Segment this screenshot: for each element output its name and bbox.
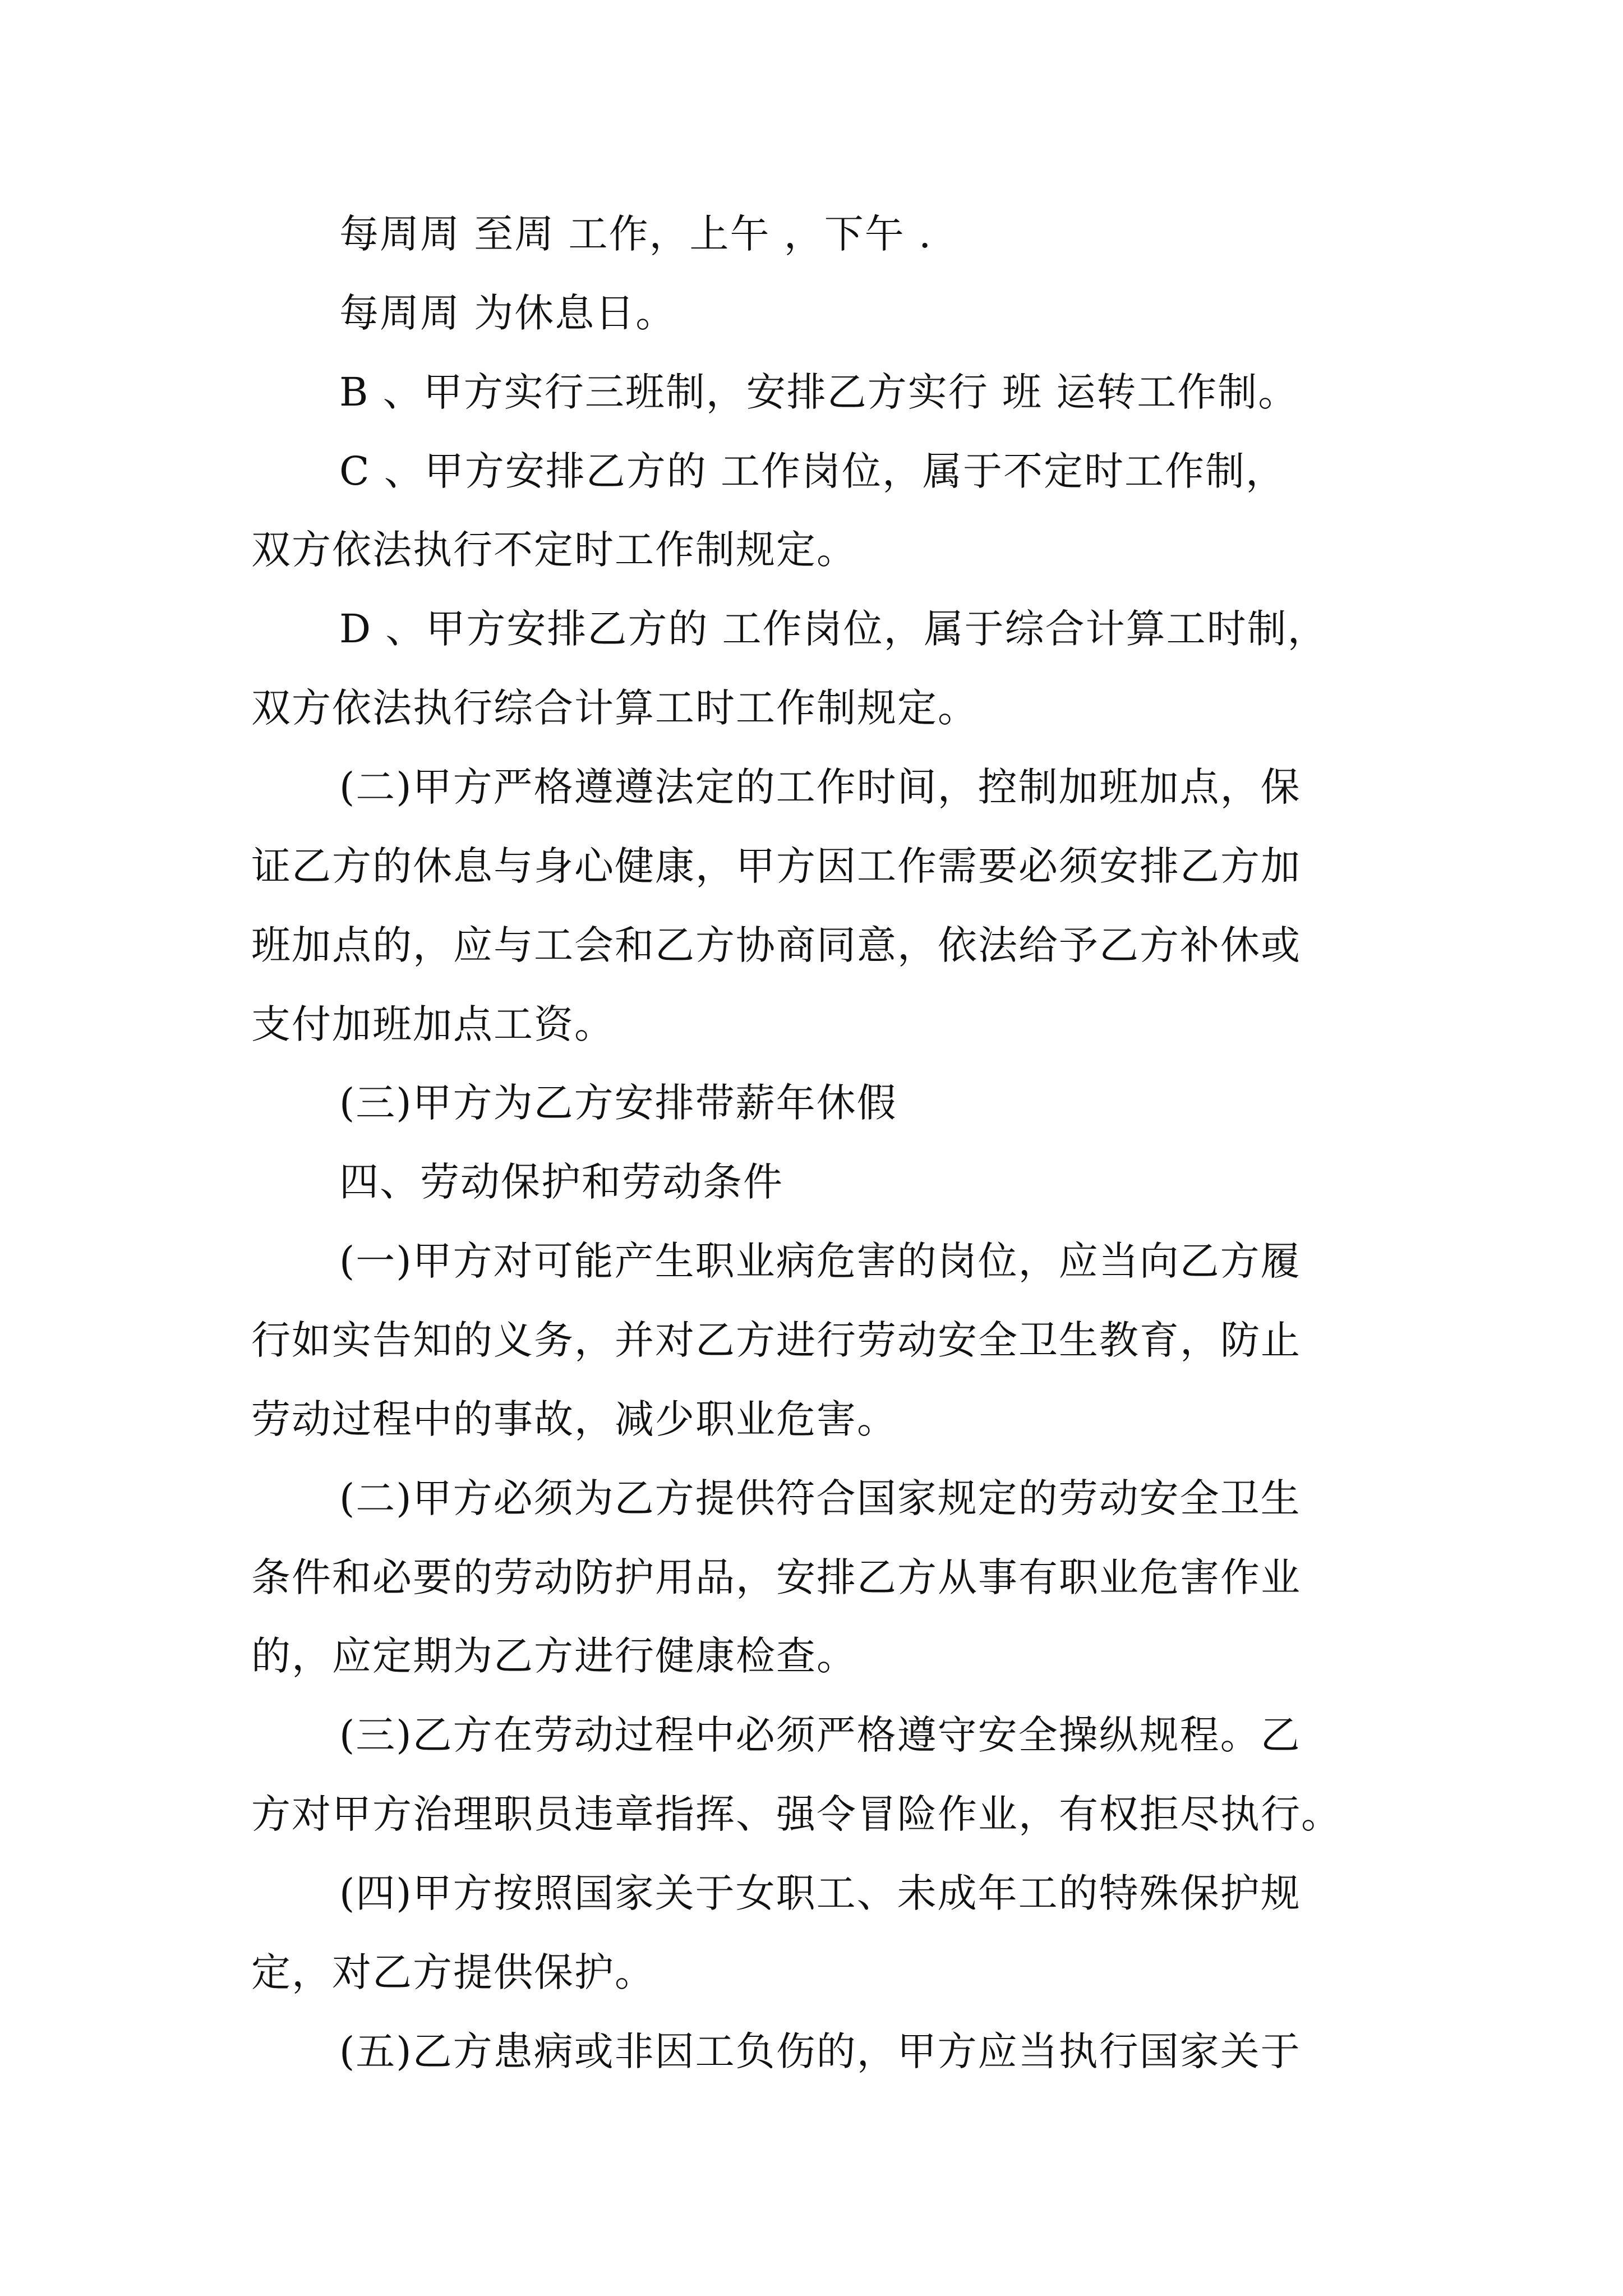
text-line: (三)甲方为乙方安排带薪年休假 <box>339 1080 897 1126</box>
text-line: 双方依法执行综合计算工时工作制规定。 <box>251 685 978 731</box>
text-line: 的，应定期为乙方进行健康检查。 <box>251 1633 857 1679</box>
text-line: 双方依法执行不定时工作制规定。 <box>251 527 857 573</box>
text-line: 劳动过程中的事故，减少职业危害。 <box>251 1396 897 1442</box>
text-line: 每周周 至周 工作，上午 ，下午 . <box>339 211 933 257</box>
text-line: (四)甲方按照国家关于女职工、未成年工的特殊保护规 <box>339 1870 1301 1916</box>
text-line: (五)乙方患病或非因工负伤的，甲方应当执行国家关于 <box>339 2028 1301 2074</box>
text-line: 条件和必要的劳动防护用品，安排乙方从事有职业危害作业 <box>251 1554 1301 1600</box>
text-line: 行如实告知的义务，并对乙方进行劳动安全卫生教育，防止 <box>251 1317 1301 1363</box>
text-line: 方对甲方治理职员违章指挥、强令冒险作业，有权拒尽执行。 <box>251 1791 1341 1837</box>
text-line: (二)甲方严格遵遵法定的工作时间，控制加班加点，保 <box>339 764 1301 810</box>
text-line: (三)乙方在劳动过程中必须严格遵守安全操纵规程。乙 <box>339 1712 1301 1758</box>
text-line: 四、劳动保护和劳动条件 <box>339 1159 783 1205</box>
text-line: B 、甲方实行三班制，安排乙方实行 班 运转工作制。 <box>339 369 1299 415</box>
text-line: 证乙方的休息与身心健康，甲方因工作需要必须安排乙方加 <box>251 843 1301 889</box>
text-line: 每周周 为休息日。 <box>339 290 676 336</box>
text-line: 定，对乙方提供保护。 <box>251 1949 655 1995</box>
text-line: 支付加班加点工资。 <box>251 1001 615 1047</box>
text-line: 班加点的，应与工会和乙方协商同意，依法给予乙方补休或 <box>251 922 1301 968</box>
text-line: (一)甲方对可能产生职业病危害的岗位，应当向乙方履 <box>339 1238 1301 1284</box>
text-line: C 、甲方安排乙方的 工作岗位，属于不定时工作制， <box>339 448 1287 494</box>
text-line: D 、甲方安排乙方的 工作岗位，属于综合计算工时制， <box>339 606 1328 652</box>
text-line: (二)甲方必须为乙方提供符合国家规定的劳动安全卫生 <box>339 1475 1301 1521</box>
